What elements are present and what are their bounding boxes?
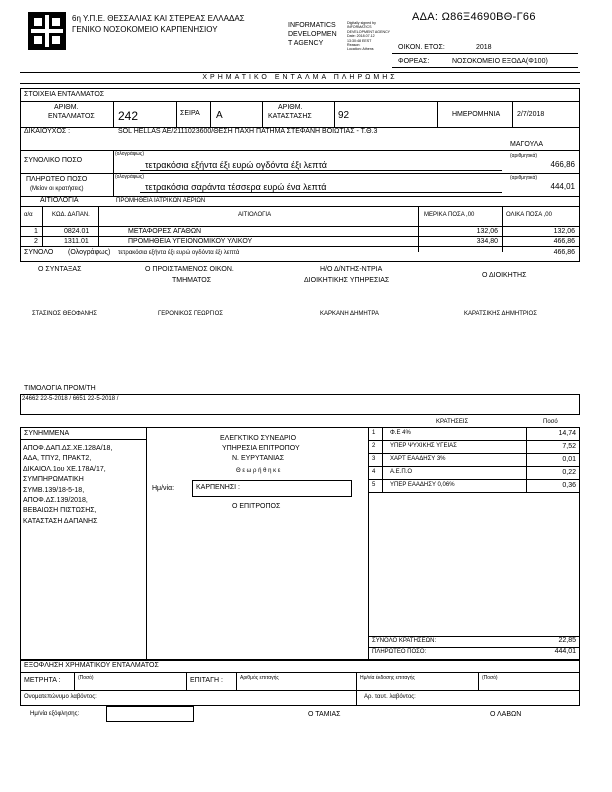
- payable-amount: 444,01: [550, 182, 575, 191]
- audit-line-1: ΕΛΕΓΚΤΙΚΟ ΣΥΝΕΔΡΙΟ: [220, 435, 297, 442]
- deductions-total: 22,85: [558, 637, 576, 644]
- attachments-label: ΣΥΝΗΜΜΕΝΑ: [24, 430, 70, 437]
- signer-line-1: INFORMATICS: [288, 22, 336, 29]
- signer-line-3: T AGENCY: [288, 40, 324, 47]
- signer-line-2: DEVELOPMEN: [288, 31, 337, 38]
- row-aa: 2: [34, 238, 38, 245]
- listing-label-2: ΚΑΤΑΣΤΑΣΗΣ: [268, 113, 312, 120]
- audit-seen: Θ ε ω ρ ή θ η κ ε: [236, 468, 281, 474]
- deduction-amount: 7,52: [562, 443, 576, 450]
- order-date: 2/7/2018: [517, 111, 545, 118]
- audit-line-3: Ν. ΕΥΡΥΤΑΝΙΑΣ: [232, 455, 285, 462]
- listing-label-1: ΑΡΙΘΜ.: [278, 104, 303, 111]
- ada-code: ΑΔΑ: Ω86Ξ4690ΒΘ-Γ66: [412, 11, 536, 23]
- row-aa: 1: [34, 228, 38, 235]
- deduction-amount: 14,74: [558, 430, 576, 437]
- deduction-label: ΧΑΡΤ ΕΑΑΔΗΣΥ 3%: [390, 456, 446, 462]
- cheque-issue-date-hint: Ημ/νία έκδοσης επιταγής: [360, 675, 415, 681]
- audit-commissioner: Ο ΕΠΙΤΡΟΠΟΣ: [232, 503, 281, 510]
- payee-name-label: Ονοματεπώνυμο λαβόντος:: [24, 694, 97, 700]
- sum-amount: 466,86: [553, 249, 575, 256]
- cheque-amount-hint: (Ποσό): [482, 675, 498, 681]
- col-partial: ΜΕΡΙΚΑ ΠΟΣΑ ,00: [424, 212, 475, 218]
- org-line-1: 6η Υ.Π.Ε. ΘΕΣΣΑΛΙΑΣ ΚΑΙ ΣΤΕΡΕΑΣ ΕΛΛΑΔΑΣ: [72, 14, 245, 23]
- deduction-amount: 0,36: [562, 482, 576, 489]
- attachments-list: [23, 444, 112, 527]
- sum-label: ΣΥΝΟΛΟ: [24, 249, 54, 256]
- deduction-number: 1: [372, 430, 376, 436]
- section-label: ΣΤΟΙΧΕΙΑ ΕΝΤΑΛΜΑΤΟΣ: [24, 91, 105, 98]
- cheque-number-hint: Αριθμός επιταγής: [240, 675, 279, 681]
- list-item: ΑΔΑ, ΤΠΥ2, ΠΡΑΚΤ2,: [23, 455, 92, 463]
- col-description: ΑΙΤΙΟΛΟΓΙΑ: [238, 212, 272, 218]
- cause: ΠΡΟΜΗΘΕΙΑ ΙΑΤΡΙΚΩΝ ΑΕΡΙΩΝ: [116, 198, 206, 204]
- agency: ΝΟΣΟΚΟΜΕΙΟ ΕΞΟΔΑ(Φ100): [452, 58, 548, 65]
- sig-name-compiler: ΣΤΑΣΙΝΟΣ ΘΕΟΦΑΝΗΣ: [32, 311, 98, 317]
- sig-title-admin-director-1: Η/Ο Δ/ΝΤΗΣ-ΝΤΡΙΑ: [320, 266, 383, 273]
- paid-date-box: [106, 706, 194, 722]
- row-description: ΠΡΟΜΗΘΕΙΑ ΥΓΕΙΟΝΟΜΙΚΟΥ ΥΛΙΚΟΥ: [128, 238, 253, 245]
- row-partial: 132,06: [476, 228, 498, 235]
- deduction-number: 2: [372, 443, 376, 449]
- deduction-amount: 0,22: [562, 469, 576, 476]
- series: Α: [216, 110, 223, 121]
- paid-date-label: Ημ/νία εξόφλησης:: [30, 711, 80, 717]
- deduction-number: 3: [372, 456, 376, 462]
- sig-title-compiler: Ο ΣΥΝΤΑΞΑΣ: [38, 266, 82, 273]
- list-item: ΒΕΒΑΙΩΣΗ ΠΙΣΤΩΣΗΣ,: [23, 507, 97, 515]
- col-aa: α/α: [24, 212, 33, 218]
- order-number: 242: [118, 109, 139, 123]
- payable-label-2: (Μείον οι κρατήσεις): [30, 186, 84, 192]
- row-partial: 334,80: [476, 238, 498, 245]
- deductions-header: ΚΡΑΤΗΣΕΙΣ: [436, 419, 469, 425]
- list-item: ΣΥΜΒ.139/18-5-18,: [23, 486, 85, 494]
- deduction-number: 5: [372, 482, 376, 488]
- row-code: 0824.01: [64, 228, 90, 235]
- order-number-label-1: ΑΡΙΘΜ.: [54, 104, 79, 111]
- sig-name-admin-director: ΚΑΡΚΑΝΗ ΔΗΜΗΤΡΑ: [320, 311, 379, 317]
- list-item: ΣΥΜΠΗΡΩΜΑΤΙΚΗ: [23, 476, 84, 484]
- list-item: ΔΙΚΑΙΟΛ.1ου ΧΕ.178Α/17,: [23, 465, 106, 473]
- payable-in-words-label: (ολογράφως): [115, 174, 145, 180]
- listing-number: 92: [338, 110, 350, 121]
- invoices-value: 24662 22-5-2018 / 6651 22-5-2018 /: [22, 396, 119, 402]
- row-description: ΜΕΤΑΦΟΡΕΣ ΑΓΑΘΩΝ: [128, 228, 202, 235]
- agency-label: ΦΟΡΕΑΣ:: [398, 58, 430, 65]
- payable-in-words: τετρακόσια σαράντα τέσσερα ευρώ ένα λεπτά: [145, 182, 327, 192]
- sig-title-governor: Ο ΔΙΟΙΚΗΤΗΣ: [482, 272, 527, 279]
- fiscal-year: 2018: [476, 44, 492, 51]
- cash-label: ΜΕΤΡΗΤΑ :: [24, 677, 61, 684]
- beneficiary: SOL HELLAS AE/2111023600/ΘΕΣΗ ΠΑΧΗ ΠΑΤΗΜΑ ΣΤΕΦΑΝΗ ΒΟΙΩΤΙΑΣ - Τ.Θ.3: [118, 128, 378, 135]
- total-in-words-label: (ολογράφως): [115, 151, 145, 157]
- cash-amount-hint: (Ποσό): [78, 675, 94, 681]
- settlement-title: ΕΞΟΦΛΗΣΗ ΧΡΗΜΑΤΙΚΟΥ ΕΝΤΑΛΜΑΤΟΣ: [24, 662, 159, 669]
- total-amount: 466,86: [550, 160, 575, 169]
- sum-words-label: (Ολογράφως): [68, 249, 111, 256]
- net-payable-label: ΠΛΗΡΩΤΕΟ ΠΟΣΟ:: [372, 649, 427, 655]
- row-total: 466,86: [553, 238, 575, 245]
- cause-label: ΑΙΤΙΟΛΟΓΙΑ: [40, 197, 79, 204]
- cashier-label: Ο ΤΑΜΙΑΣ: [308, 711, 341, 718]
- deductions-total-label: ΣΥΝΟΛΟ ΚΡΑΤΗΣΕΩΝ:: [372, 638, 437, 644]
- beneficiary-city: ΜΑΓΟΥΛΑ: [510, 141, 544, 148]
- sig-name-governor: ΚΑΡΑΤΣΙΚΗΣ ΔΗΜΗΤΡΙΟΣ: [464, 311, 537, 317]
- total-label: ΣΥΝΟΛΙΚΟ ΠΟΣΟ: [24, 157, 83, 164]
- receiver-label: Ο ΛΑΒΩΝ: [490, 711, 522, 718]
- list-item: ΚΑΤΑΣΤΑΣΗ ΔΑΠΑΝΗΣ: [23, 517, 98, 525]
- sum-words: τετρακόσια εξήντα έξι ευρώ ογδόντα έξι λεπτά: [118, 250, 240, 256]
- deduction-number: 4: [372, 469, 376, 475]
- invoices-label: ΤΙΜΟΛΟΓΙΑ ΠΡΟΜ/ΤΗ: [24, 385, 96, 392]
- digital-signature-block: Digitally signed by INFORMATICS DEVELOPMENT AGENCY Date: 2018.07.12 13:30:48 EEST Reason: Location: Athens: [347, 21, 391, 52]
- row-code: 1311.01: [64, 238, 89, 245]
- order-number-label-2: ΕΝΤΑΛΜΑΤΟΣ: [48, 113, 95, 120]
- deduction-label: ΥΠΕΡ ΕΑΑΔΗΣΥ 0,06%: [390, 482, 455, 488]
- deduction-label: Α.Ε.Π.Ο: [390, 469, 413, 475]
- total-in-numbers-label: (αριθμητικά): [510, 153, 538, 159]
- list-item: ΑΠΟΦ.ΔΑΠ.ΔΣ.ΧΕ.128Α/18,: [23, 445, 113, 452]
- net-payable: 444,01: [554, 648, 576, 655]
- hospital-logo-icon: [28, 12, 66, 50]
- audit-date-label: Ημ/νία:: [152, 485, 175, 492]
- series-label: ΣΕΙΡΑ: [180, 110, 200, 117]
- sig-title-finance-head-1: Ο ΠΡΟΙΣΤΑΜΕΝΟΣ ΟΙΚΟΝ.: [145, 266, 234, 273]
- sig-title-admin-director-2: ΔΙΟΙΚΗΤΙΚΗΣ ΥΠΗΡΕΣΙΑΣ: [304, 277, 390, 284]
- org-line-2: ΓΕΝΙΚΟ ΝΟΣΟΚΟΜΕΙΟ ΚΑΡΠΕΝΗΣΙΟΥ: [72, 25, 218, 34]
- deduction-label: ΥΠΕΡ ΨΥΧΙΚΗΣ ΥΓΕΙΑΣ: [390, 443, 457, 449]
- col-total: ΟΛΙΚΑ ΠΟΣΑ ,00: [506, 212, 552, 218]
- deductions-amount-header: Ποσό: [543, 419, 558, 425]
- payable-in-numbers-label: (αριθμητικά): [510, 175, 538, 181]
- list-item: ΑΠΟΦ.ΔΣ.139/2018,: [23, 497, 88, 505]
- fiscal-year-label: ΟΙΚΟΝ. ΕΤΟΣ:: [398, 44, 445, 51]
- page-title: ΧΡΗΜΑΤΙΚΟ ΕΝΤΑΛΜΑ ΠΛΗΡΩΜΗΣ: [202, 74, 398, 81]
- audit-place: ΚΑΡΠΕΝΗΣΙ :: [196, 484, 241, 491]
- date-label: ΗΜΕΡΟΜΗΝΙΑ: [452, 111, 501, 118]
- row-total: 132,06: [553, 228, 575, 235]
- payee-id-label: Αρ. ταυτ. λαβόντος:: [364, 694, 416, 700]
- payable-label-1: ΠΛΗΡΩΤΕΟ ΠΟΣΟ: [26, 176, 88, 183]
- sig-name-finance-head: ΓΕΡΟΝΙΚΟΣ ΓΕΩΡΓΙΟΣ: [158, 311, 223, 317]
- col-code: ΚΩΔ. ΔΑΠΑΝ.: [52, 212, 90, 218]
- sig-title-finance-head-2: ΤΜΗΜΑΤΟΣ: [172, 277, 212, 284]
- deduction-label: Φ.Ε 4%: [390, 430, 411, 436]
- total-in-words: τετρακόσια εξήντα έξι ευρώ ογδόντα έξι λεπτά: [145, 160, 327, 170]
- cheque-label: ΕΠΙΤΑΓΗ :: [190, 677, 223, 684]
- audit-line-2: ΥΠΗΡΕΣΙΑ ΕΠΙΤΡΟΠΟΥ: [222, 445, 300, 452]
- beneficiary-label: ΔΙΚΑΙΟΥΧΟΣ :: [24, 128, 71, 135]
- deduction-amount: 0,01: [562, 456, 576, 463]
